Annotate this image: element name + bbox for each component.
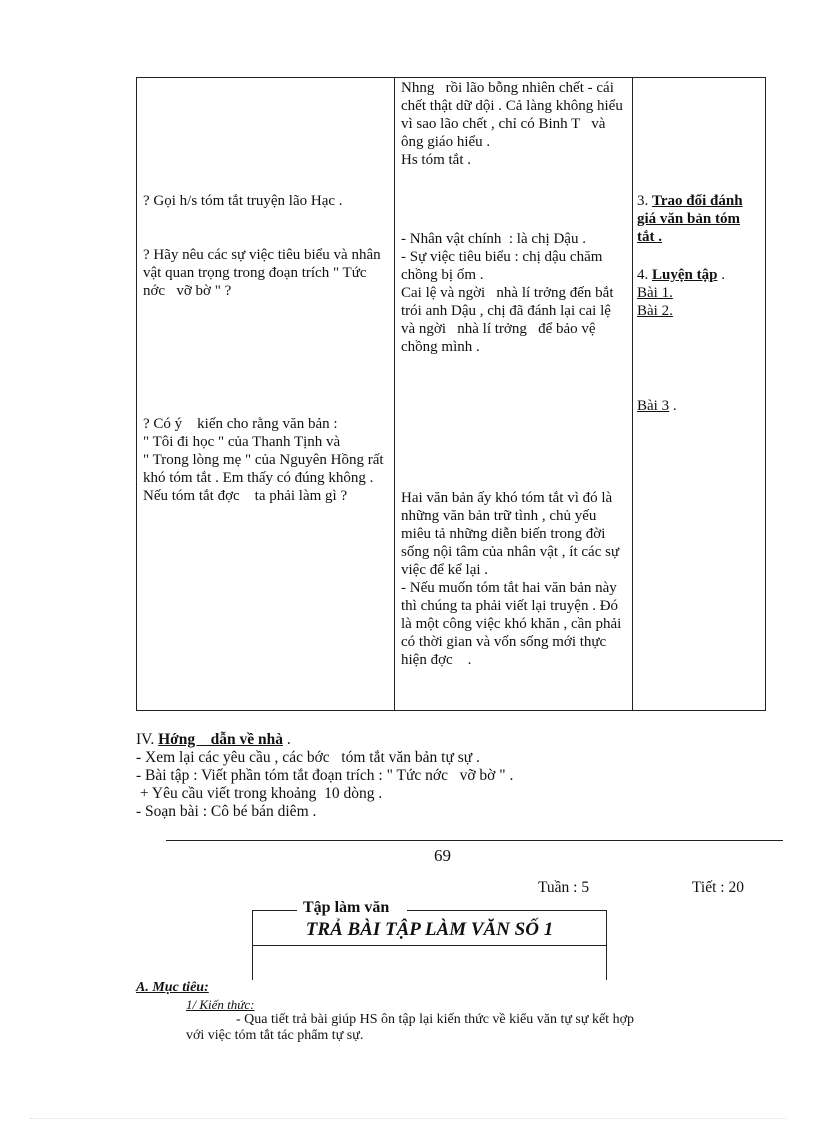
homework-line-4: - Soạn bài : Cô bé bán diêm . (136, 803, 317, 820)
page-bottom-rule (30, 1118, 786, 1119)
knowledge-body-line-1: - Qua tiết trả bài giúp HS ôn tập lại kiến thức về kiểu văn tự sự kết hợp (236, 1012, 634, 1027)
answer-block-1 (401, 79, 627, 169)
week-label: Tuần : 5 (538, 879, 590, 896)
question-opinion-line-2: " Tôi đi học " của Thanh Tịnh và (143, 434, 341, 450)
exercise-3-block (637, 397, 761, 415)
homework-section (136, 731, 776, 821)
subject-label: Tập làm văn (300, 899, 392, 917)
exercise-2: Bài 2. (637, 303, 673, 319)
exercise-3: Bài 3 (637, 398, 670, 414)
question-column-2 (143, 246, 387, 300)
title-box-top-right (407, 910, 607, 911)
exercise-3-tail: . (669, 398, 677, 414)
answer-hard-to-summarize: Hai văn bản ấy khó tóm tắt vì đó là những văn bản trữ tình , chủ yếu miêu tả những diễn biến trong đời sống nội tâm của nhân vật , ít các sự việc để kể lại . (401, 490, 623, 578)
question-column (143, 192, 387, 210)
page-separator (166, 840, 783, 841)
section-a-heading: A. Mục tiêu: (136, 980, 209, 995)
page-number: 69 (434, 846, 451, 865)
answer-block-2 (401, 230, 627, 356)
homework-line-1: - Xem lại các yêu cầu , các bớc tóm tắt văn bản tự sự . (136, 749, 480, 766)
answer-key-event: - Sự việc tiêu biểu : chị dậu chăm chồng bị ốm . (401, 249, 607, 283)
question-opinion-line-1: ? Có ý kiến cho rằng văn bản : (143, 416, 338, 432)
knowledge-body-line-2: với việc tóm tắt tác phẩm tự sự. (186, 1028, 364, 1043)
answer-student-summary: Hs tóm tắt . (401, 152, 471, 168)
step-4-tail: . (717, 267, 725, 283)
exercise-1: Bài 1. (637, 285, 673, 301)
homework-title-tail: . (282, 731, 291, 748)
answer-main-character: - Nhân vật chính : là chị Dậu . (401, 231, 586, 247)
lesson-title: TRẢ BÀI TẬP LÀM VĂN SỐ 1 (305, 919, 554, 940)
period-label: Tiết : 20 (692, 879, 744, 896)
question-key-events: ? Hãy nêu các sự việc tiêu biểu và nhân vật quan trọng trong đoạn trích " Tức nớc vỡ bờ " ? (143, 247, 385, 299)
title-box-mid (252, 945, 607, 946)
table-border-right (765, 77, 766, 711)
title-box-top-left (252, 910, 297, 911)
step-3-block (637, 192, 761, 246)
homework-line-2: - Bài tập : Viết phần tóm tắt đoạn trích : " Tức nớc vỡ bờ " . (136, 767, 514, 784)
answer-how-to-summarize: - Nếu muốn tóm tắt hai văn bản này thì chúng ta phải viết lại truyện . Đó là một công việc khó khăn , cần phải có thời gian và vốn sống mới thực hiện đợc . (401, 580, 626, 668)
table-border-left (136, 77, 137, 711)
table-border-bottom (136, 710, 766, 711)
knowledge-subheading: 1/ Kiến thức: (186, 997, 255, 1012)
answer-block-3 (401, 489, 627, 669)
step-4-block (637, 266, 761, 320)
homework-title: Hớng dẫn về nhà (158, 731, 283, 748)
table-divider-2 (632, 77, 633, 711)
homework-roman-numeral: IV. (136, 731, 159, 748)
table-border-top (136, 77, 766, 78)
step-3-number: 3. (637, 193, 652, 209)
step-4-number: 4. (637, 267, 652, 283)
homework-heading (136, 731, 776, 749)
homework-line-3: + Yêu cầu viết trong khoảng 10 dòng . (136, 785, 383, 802)
answer-event-detail: Cai lệ và ngời nhà lí trởng đến bắt trói anh Dậu , chị đã đánh lại cai lệ và ngời nhà lí trởng để bảo vệ chồng mình . (401, 285, 618, 355)
step-4-title: Luyện tập (652, 267, 718, 283)
step-3-title: Trao đổi đánh giá văn bản tóm tắt . (637, 193, 743, 245)
answer-lao-hac-ending: Nhng rồi lão bỗng nhiên chết - cái chết thật dữ dội . Cả làng không hiểu vì sao lão chết , chỉ có Binh T và ông giáo hiểu . (401, 80, 627, 150)
question-opinion-line-3: " Trong lòng mẹ " của Nguyên Hồng rất khó tóm tắt . Em thấy có đúng không . Nếu tóm tắt đợc ta phải làm gì ? (143, 452, 388, 504)
question-summarize-lao-hac: ? Gọi h/s tóm tắt truyện lão Hạc . (143, 193, 343, 209)
table-divider-1 (394, 77, 395, 711)
question-column-3 (143, 415, 387, 505)
